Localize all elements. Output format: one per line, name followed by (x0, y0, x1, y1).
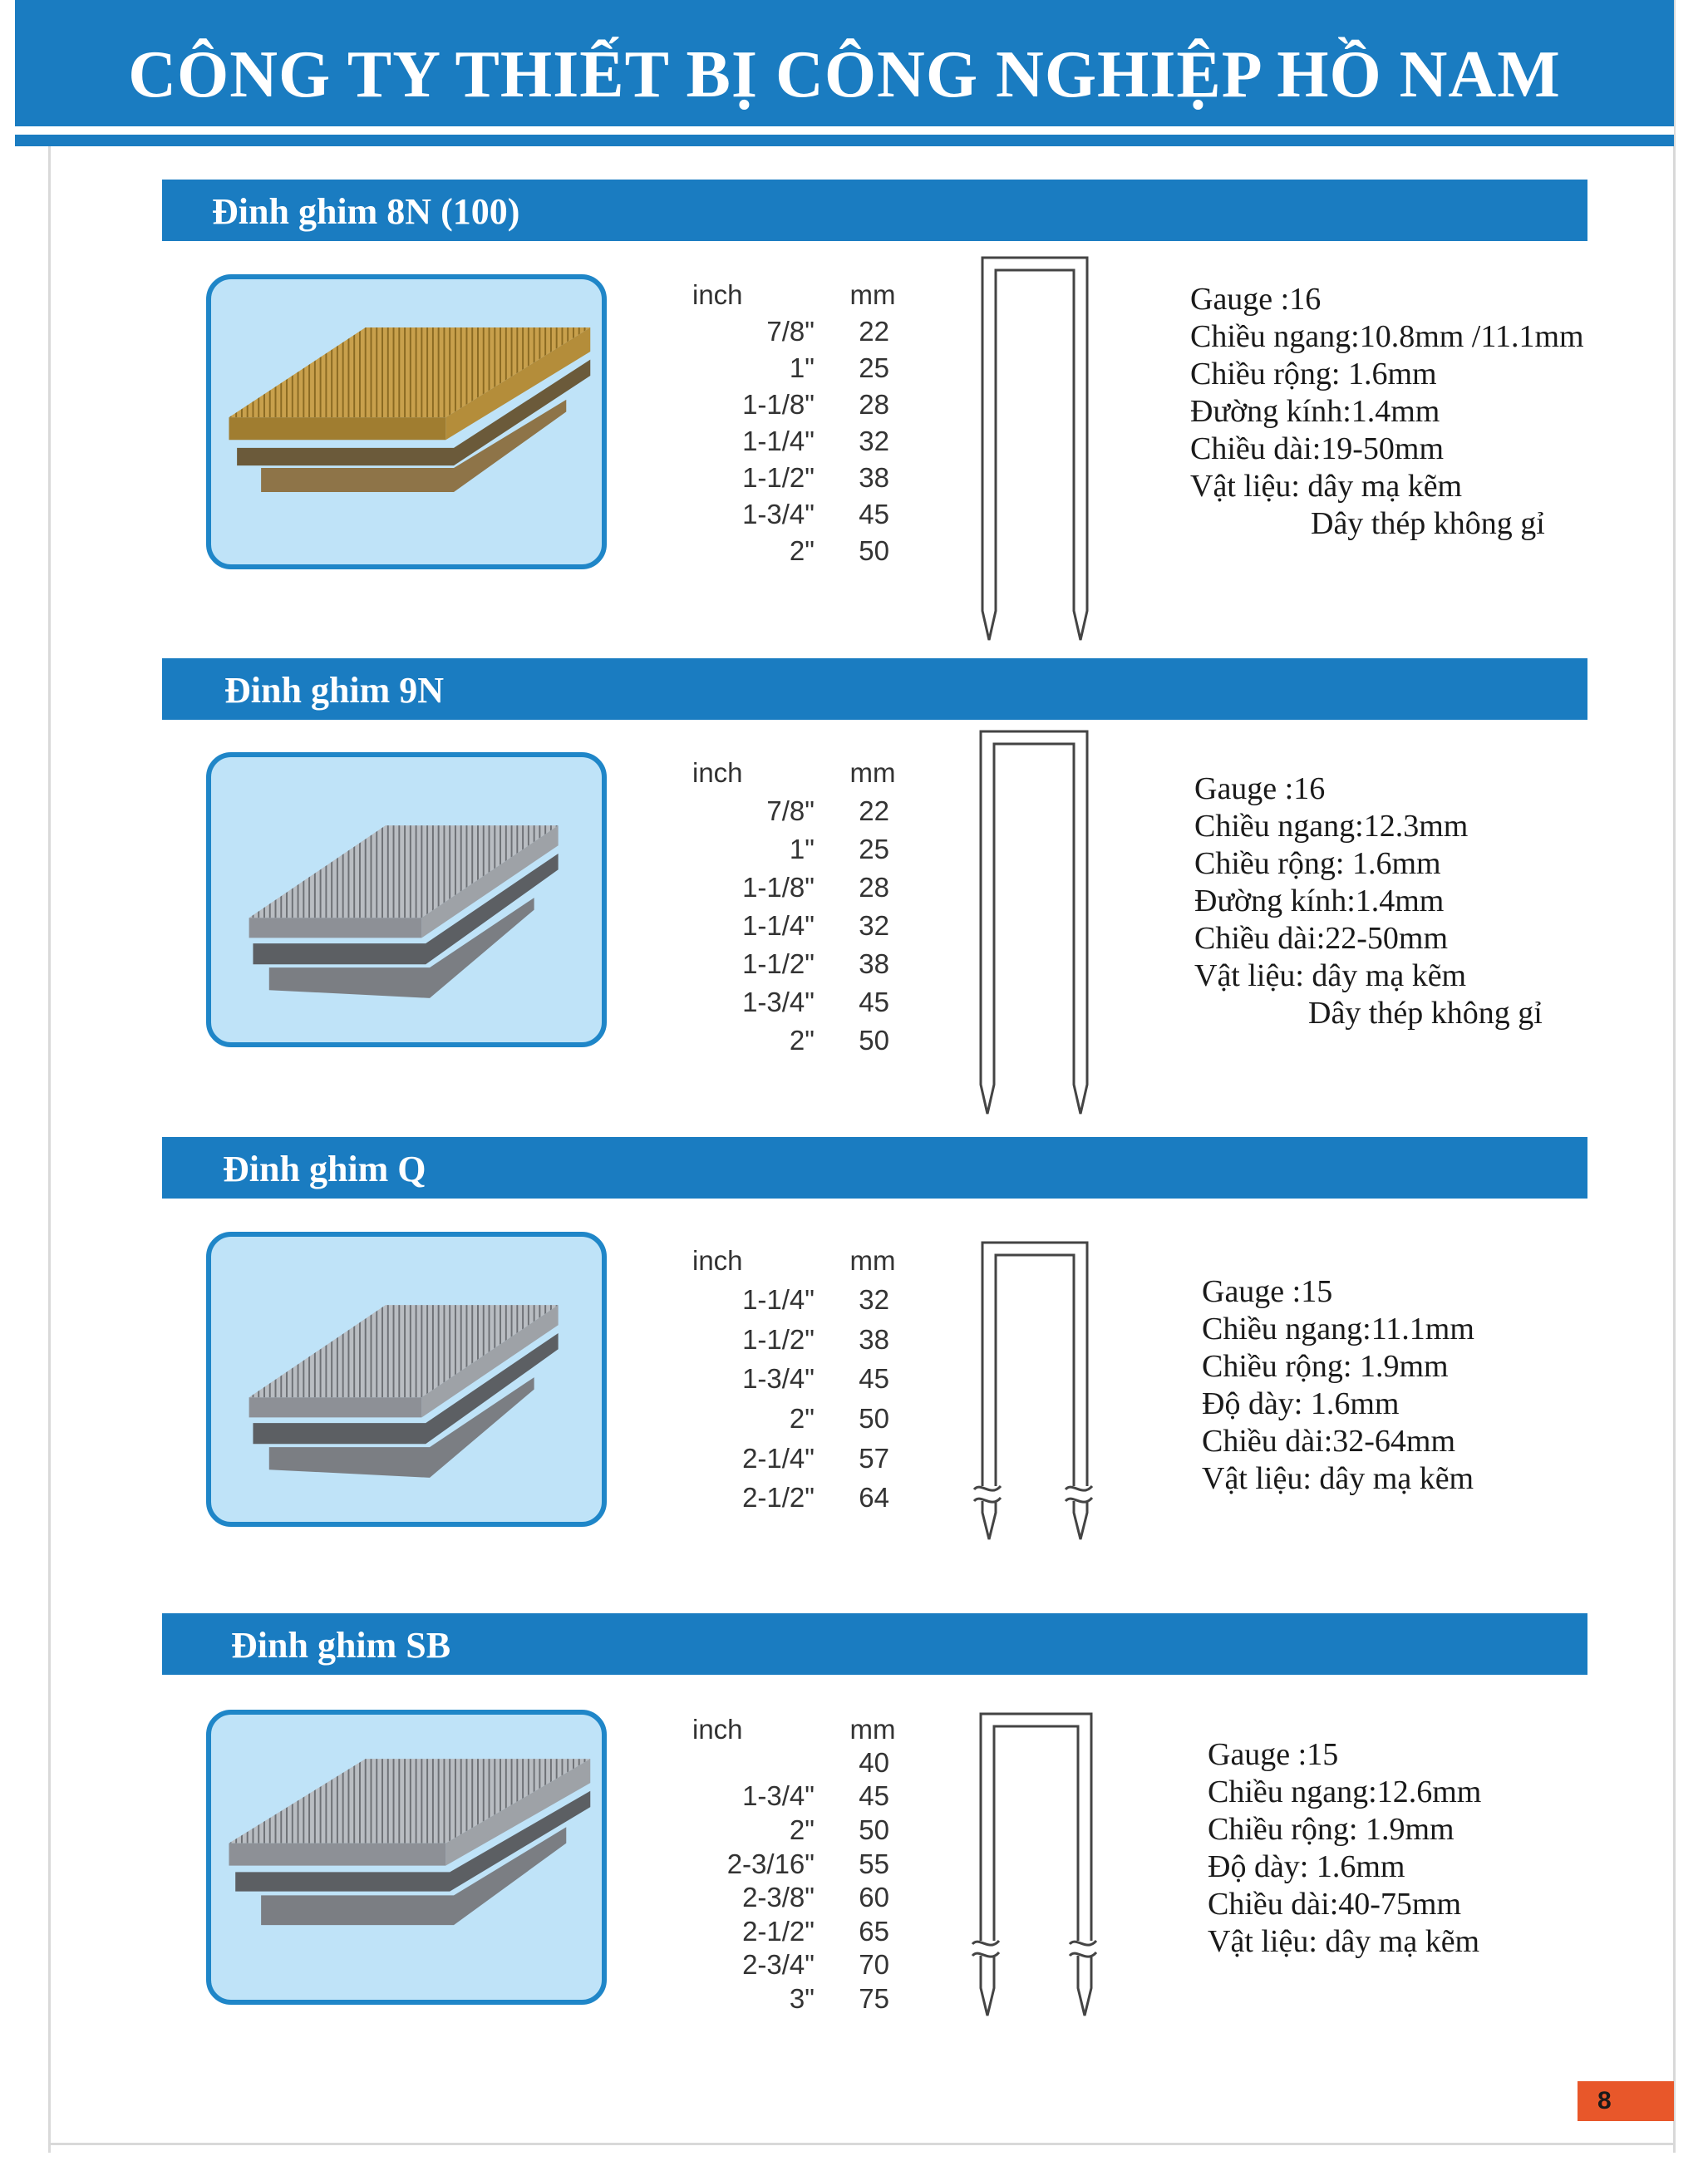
size-inch: 1" (789, 352, 815, 383)
staple-strip-photo (211, 1715, 602, 2000)
size-inch: 2-3/16" (726, 1848, 815, 1879)
size-mm: 45 (859, 499, 889, 529)
page-number: 8 (1578, 2081, 1674, 2121)
size-row (632, 315, 948, 348)
product-image-q (206, 1232, 607, 1527)
size-row (632, 1814, 948, 1847)
size-row (632, 1362, 948, 1396)
size-inch: 1-1/2" (742, 1324, 815, 1355)
staple-strip-photo (211, 279, 602, 564)
size-row (632, 534, 948, 568)
spec-width: Chiều ngang:12.6mm (1208, 1775, 1482, 1809)
column-header-mm: mm (849, 279, 896, 310)
staple-strip-photo (211, 1237, 602, 1522)
size-row (632, 909, 948, 943)
size-mm: 75 (859, 1983, 889, 2014)
size-mm: 28 (859, 872, 889, 903)
spec-gauge: Gauge :15 (1208, 1737, 1339, 1772)
spec-crown: Chiều rộng: 1.9mm (1202, 1349, 1449, 1384)
size-inch: 2-1/4" (742, 1443, 815, 1474)
product-image-8n (206, 274, 607, 569)
size-mm: 38 (859, 948, 889, 979)
spec-length: Chiều dài:22-50mm (1194, 921, 1449, 956)
page-frame-right (1673, 0, 1676, 2153)
size-inch: 7/8" (766, 316, 815, 347)
size-row (632, 1024, 948, 1057)
size-inch: 2" (789, 535, 815, 566)
spec-width: Chiều ngang:10.8mm /11.1mm (1190, 319, 1584, 354)
spec-gauge: Gauge :16 (1194, 771, 1326, 806)
size-inch: 2" (789, 1814, 815, 1845)
spec-crown: Chiều rộng: 1.6mm (1194, 846, 1441, 881)
size-inch: 2" (789, 1403, 815, 1434)
size-inch: 1-1/8" (742, 389, 815, 420)
column-header-inch: inch (692, 757, 743, 788)
size-row (632, 1982, 948, 2016)
size-mm: 28 (859, 389, 889, 420)
size-mm: 38 (859, 462, 889, 493)
size-mm: 45 (859, 1363, 889, 1394)
spec-material-alt: Dây thép không gỉ (1311, 506, 1545, 541)
spec-material: Vật liệu: dây mạ kẽm (1208, 1924, 1480, 1959)
column-header-mm: mm (849, 757, 896, 788)
size-row (632, 833, 948, 866)
size-inch: 1-1/2" (742, 948, 815, 979)
page-frame-bottom (48, 2143, 1676, 2145)
size-inch: 2-1/2" (742, 1482, 815, 1513)
product-image-9n (206, 752, 607, 1047)
size-mm: 50 (859, 535, 889, 566)
size-table-header (632, 278, 948, 312)
header-gap (15, 126, 1674, 135)
size-mm: 50 (859, 1403, 889, 1434)
size-row (632, 352, 948, 385)
size-row (632, 795, 948, 828)
spec-diameter: Đường kính:1.4mm (1194, 884, 1445, 918)
staple-diagram-8n (972, 254, 1097, 652)
size-mm: 25 (859, 352, 889, 383)
size-mm: 25 (859, 834, 889, 864)
size-row (632, 498, 948, 531)
size-mm: 45 (859, 1780, 889, 1811)
size-row (632, 871, 948, 904)
staple-diagram-sb (971, 1710, 1108, 2026)
spec-thickness: Độ dày: 1.6mm (1208, 1849, 1405, 1884)
size-row (632, 1323, 948, 1356)
column-header-mm: mm (849, 1714, 896, 1745)
spec-width: Chiều ngang:12.3mm (1194, 809, 1469, 844)
section-title-q: Đinh ghim Q (223, 1149, 426, 1189)
size-inch: 2-3/8" (742, 1882, 815, 1912)
spec-material: Vật liệu: dây mạ kẽm (1190, 469, 1463, 504)
section-title-sb: Đinh ghim SB (231, 1625, 451, 1666)
size-row (632, 1948, 948, 1981)
size-row (632, 948, 948, 981)
size-mm: 64 (859, 1482, 889, 1513)
spec-length: Chiều dài:40-75mm (1208, 1887, 1462, 1922)
staple-strip-photo (211, 757, 602, 1042)
size-inch: 1-3/4" (742, 1363, 815, 1394)
size-row (632, 1402, 948, 1435)
size-row (632, 388, 948, 421)
size-mm: 40 (859, 1747, 889, 1778)
size-inch: 1-1/2" (742, 462, 815, 493)
size-table-header (632, 756, 948, 790)
spec-length: Chiều dài:32-64mm (1202, 1424, 1456, 1459)
size-mm: 65 (859, 1916, 889, 1947)
size-inch: 1" (789, 834, 815, 864)
size-inch: 1-1/4" (742, 910, 815, 941)
size-table-header (632, 1244, 948, 1277)
size-inch: 1-3/4" (742, 987, 815, 1017)
spec-gauge: Gauge :16 (1190, 282, 1322, 317)
size-mm: 55 (859, 1848, 889, 1879)
size-inch: 2-1/2" (742, 1916, 815, 1947)
product-image-sb (206, 1710, 607, 2005)
size-row (632, 1746, 948, 1780)
spec-material: Vật liệu: dây mạ kẽm (1194, 958, 1467, 993)
column-header-mm: mm (849, 1245, 896, 1276)
size-mm: 38 (859, 1324, 889, 1355)
size-inch: 1-1/8" (742, 872, 815, 903)
size-inch: 1-3/4" (742, 499, 815, 529)
size-inch: 7/8" (766, 795, 815, 826)
size-mm: 60 (859, 1882, 889, 1912)
header-rule (15, 135, 1674, 146)
size-row (632, 1442, 948, 1475)
column-header-inch: inch (692, 279, 743, 310)
staple-diagram-9n (971, 727, 1095, 1122)
spec-length: Chiều dài:19-50mm (1190, 431, 1445, 466)
size-row (632, 1848, 948, 1881)
size-mm: 22 (859, 795, 889, 826)
size-row (632, 425, 948, 458)
staple-diagram-q (972, 1238, 1105, 1550)
spec-crown: Chiều rộng: 1.9mm (1208, 1812, 1455, 1847)
size-mm: 22 (859, 316, 889, 347)
spec-thickness: Độ dày: 1.6mm (1202, 1386, 1400, 1421)
section-title-9n: Đinh ghim 9N (224, 670, 445, 711)
size-mm: 70 (859, 1949, 889, 1980)
size-inch: 1-3/4" (742, 1780, 815, 1811)
size-mm: 32 (859, 1284, 889, 1315)
size-inch: 1-1/4" (742, 426, 815, 456)
column-header-inch: inch (692, 1714, 743, 1745)
spec-width: Chiều ngang:11.1mm (1202, 1312, 1474, 1346)
spec-material-alt: Dây thép không gỉ (1308, 996, 1543, 1031)
size-mm: 57 (859, 1443, 889, 1474)
size-inch: 3" (789, 1983, 815, 2014)
page-frame-left (48, 0, 51, 2153)
size-mm: 45 (859, 987, 889, 1017)
company-title: CÔNG TY THIẾT BỊ CÔNG NGHIỆP HỒ NAM (128, 38, 1561, 111)
size-row (632, 1481, 948, 1514)
spec-diameter: Đường kính:1.4mm (1190, 394, 1440, 429)
size-mm: 32 (859, 910, 889, 941)
column-header-inch: inch (692, 1245, 743, 1276)
spec-material: Vật liệu: dây mạ kẽm (1202, 1461, 1474, 1496)
size-inch: 1-1/4" (742, 1284, 815, 1315)
size-inch: 2" (789, 1025, 815, 1056)
size-row (632, 461, 948, 495)
size-mm: 32 (859, 426, 889, 456)
section-title-8n: Đinh ghim 8N (100) (212, 191, 520, 232)
size-row (632, 1283, 948, 1317)
size-row (632, 1780, 948, 1813)
size-inch: 2-3/4" (742, 1949, 815, 1980)
size-row (632, 1881, 948, 1914)
spec-crown: Chiều rộng: 1.6mm (1190, 357, 1437, 391)
size-row (632, 986, 948, 1019)
size-row (632, 1915, 948, 1948)
size-mm: 50 (859, 1814, 889, 1845)
size-mm: 50 (859, 1025, 889, 1056)
spec-gauge: Gauge :15 (1202, 1274, 1333, 1309)
size-table-header (632, 1713, 948, 1746)
